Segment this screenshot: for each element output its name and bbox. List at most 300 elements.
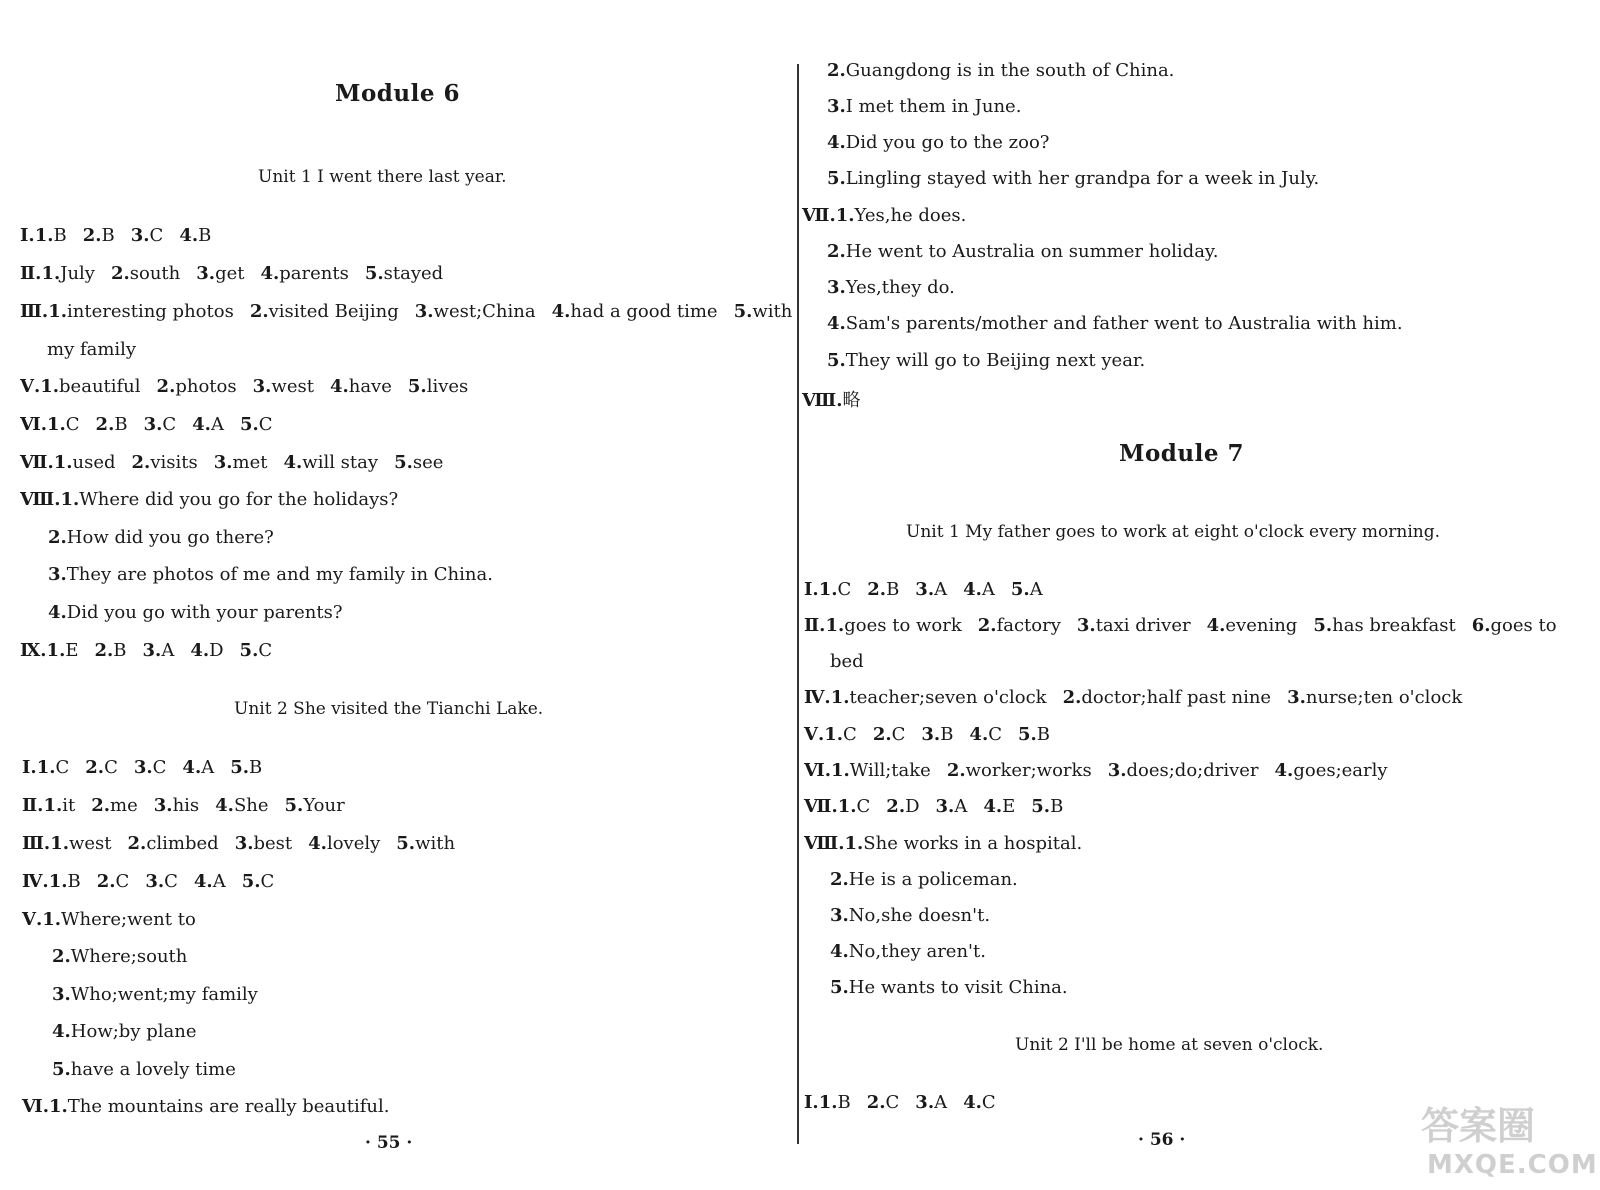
answer-line-8-4 — [48, 602, 359, 623]
item-number: 5. — [1010, 579, 1030, 600]
answer-text: C — [164, 871, 178, 892]
item-number: 4. — [193, 871, 213, 892]
answer-text: C — [891, 724, 906, 745]
item-number: 5. — [284, 795, 304, 816]
answer-item — [40, 376, 140, 397]
answer-item — [253, 376, 314, 397]
item-number: 5. — [394, 452, 413, 473]
answer-item — [827, 96, 1021, 117]
answer-item — [830, 977, 1068, 998]
answer-line-m7-1 — [804, 579, 1059, 600]
answer-item — [830, 869, 1018, 890]
answer-item — [49, 1096, 389, 1117]
unit-2-title-m7: Unit 2 I'll be home at seven o'clock. — [1015, 1035, 1324, 1055]
item-number: 3. — [414, 301, 434, 322]
answer-line-u2-5-5 — [52, 1059, 252, 1080]
answer-item — [838, 796, 871, 817]
item-number: 4. — [52, 1021, 71, 1042]
answer-text: Where did you go for the holidays? — [79, 489, 399, 510]
answer-item — [983, 796, 1015, 817]
answer-text: me — [110, 795, 138, 816]
item-number: 5. — [733, 301, 753, 322]
answer-text: He went to Australia on summer holiday. — [845, 241, 1219, 262]
answer-line-9 — [20, 640, 288, 661]
answer-item — [60, 489, 398, 510]
item-number: 3. — [1287, 687, 1306, 708]
item-number: 2. — [867, 579, 887, 600]
answer-item — [47, 640, 79, 661]
item-number: 2. — [249, 301, 269, 322]
roman-numeral: Ⅴ. — [20, 376, 41, 397]
answer-line-top-7 — [802, 205, 982, 226]
roman-numeral: Ⅶ. — [20, 452, 54, 473]
watermark-logo — [1421, 1095, 1598, 1180]
item-number: 2. — [96, 871, 116, 892]
answer-item — [308, 833, 380, 854]
item-number: 5. — [241, 871, 261, 892]
answer-line-m7-8 — [804, 833, 1098, 854]
answer-item — [396, 833, 455, 854]
item-number: 3. — [213, 452, 233, 473]
item-number: 2. — [52, 946, 71, 967]
item-number: 5. — [239, 640, 259, 661]
answer-item — [365, 263, 443, 284]
answer-item — [1313, 615, 1455, 636]
answer-text: had a good time — [570, 301, 718, 322]
item-number: 2. — [830, 869, 849, 890]
item-number: 4. — [179, 225, 199, 246]
module-6-title: Module 6 — [335, 80, 460, 107]
answer-item — [52, 1059, 236, 1080]
answer-text: west — [68, 833, 112, 854]
item-number: 5. — [1018, 724, 1037, 745]
item-number: 4. — [827, 313, 846, 334]
answer-text: has breakfast — [1332, 615, 1456, 636]
answer-line-u2-4 — [22, 871, 290, 892]
answer-text: nurse;ten o'clock — [1305, 687, 1463, 708]
answer-item — [283, 452, 378, 473]
page-number-55: · 55 · — [365, 1133, 413, 1153]
answer-item — [179, 225, 211, 246]
answer-text: worker;works — [965, 760, 1092, 781]
answer-item — [827, 60, 1174, 81]
answer-item — [963, 579, 995, 600]
item-number: 1. — [818, 1092, 838, 1113]
item-number: 5. — [1313, 615, 1333, 636]
answer-line-8 — [20, 489, 414, 510]
answer-text: west;China — [433, 301, 536, 322]
answer-text: with — [752, 301, 793, 322]
answer-text: C — [65, 414, 80, 435]
item-number: 1. — [818, 579, 838, 600]
answer-line-top-5 — [827, 168, 1335, 189]
item-number: 3. — [827, 96, 846, 117]
answer-text: C — [162, 414, 177, 435]
answer-text: C — [258, 640, 273, 661]
answer-item — [819, 1092, 851, 1113]
roman-numeral: Ⅰ. — [804, 579, 819, 600]
item-number: 1. — [34, 225, 54, 246]
answer-text: B — [198, 225, 212, 246]
answer-item — [35, 225, 67, 246]
answer-text: it — [62, 795, 76, 816]
roman-numeral: Ⅵ. — [22, 1096, 49, 1117]
answer-line-m7-6 — [804, 760, 1404, 781]
roman-numeral: Ⅳ. — [804, 687, 831, 708]
item-number: 1. — [844, 833, 864, 854]
answer-text: west — [271, 376, 314, 397]
answer-item — [827, 350, 1145, 371]
answer-text: Where;south — [70, 946, 188, 967]
answer-item — [963, 1092, 996, 1113]
answer-text: A — [934, 1092, 948, 1113]
answer-item — [1108, 760, 1259, 781]
answer-line-m7-8-2 — [830, 869, 1034, 890]
roman-numeral: Ⅷ. — [20, 489, 61, 510]
answer-text: A — [201, 757, 215, 778]
answer-item — [48, 564, 493, 585]
answer-text: Did you go with your parents? — [66, 602, 343, 623]
item-number: 5. — [230, 757, 250, 778]
answer-text: She — [233, 795, 269, 816]
answer-item — [1275, 760, 1388, 781]
answer-item — [52, 946, 187, 967]
item-number: 3. — [48, 564, 67, 585]
answer-item — [831, 687, 1047, 708]
roman-numeral: Ⅰ. — [20, 225, 35, 246]
answer-item — [1063, 687, 1271, 708]
answer-text: beautiful — [59, 376, 141, 397]
answer-line-3 — [20, 301, 808, 322]
answer-line-u2-6 — [22, 1096, 405, 1117]
roman-numeral: Ⅱ. — [804, 615, 826, 636]
item-number: 2. — [48, 527, 67, 548]
item-number: 3. — [935, 796, 955, 817]
answer-item — [85, 757, 118, 778]
item-number: 1. — [46, 640, 66, 661]
answer-line-m7-u2-1 — [804, 1092, 1012, 1113]
item-number: 1. — [50, 833, 69, 854]
answer-item — [873, 724, 906, 745]
answer-text: Sam's parents/mother and father went to Australia with him. — [845, 313, 1403, 334]
item-number: 2. — [95, 414, 115, 435]
answer-item — [415, 301, 536, 322]
answer-item — [48, 301, 234, 322]
answer-text: Your — [303, 795, 345, 816]
item-number: 5. — [830, 977, 849, 998]
answer-item — [921, 724, 953, 745]
answer-item — [867, 1092, 900, 1113]
item-number: 2. — [977, 615, 997, 636]
answer-item — [194, 871, 226, 892]
answer-item — [134, 757, 167, 778]
item-number: 4. — [260, 263, 280, 284]
item-number: 4. — [215, 795, 234, 816]
unit-1-title-m7: Unit 1 My father goes to work at eight o'clock every morning. — [906, 522, 1440, 542]
answer-item — [242, 871, 275, 892]
answer-text: B — [53, 225, 67, 246]
answer-text: C — [104, 757, 118, 778]
item-number: 2. — [131, 452, 151, 473]
answer-text: Yes,he does. — [854, 205, 967, 226]
answer-item — [37, 757, 70, 778]
unit-1-title: Unit 1 I went there last year. — [258, 167, 507, 187]
answer-line-m7-7 — [804, 796, 1079, 817]
answer-line-top-8 — [802, 386, 860, 412]
item-number: 4. — [963, 579, 982, 600]
item-number: 4. — [190, 640, 210, 661]
answer-text: B — [67, 871, 81, 892]
item-number: 4. — [963, 1092, 982, 1113]
answer-text: B — [101, 225, 115, 246]
item-number: 1. — [837, 796, 857, 817]
answer-text: lovely — [326, 833, 381, 854]
answer-line-top-7-2 — [827, 241, 1234, 262]
answer-line-u2-5-3 — [52, 984, 274, 1005]
item-number: 2. — [827, 241, 846, 262]
item-number: 3. — [234, 833, 254, 854]
item-number: 2. — [827, 60, 846, 81]
item-number: 3. — [915, 579, 935, 600]
answer-item — [43, 795, 75, 816]
answer-text: How did you go there? — [66, 527, 274, 548]
answer-item — [54, 452, 116, 473]
answer-item — [830, 941, 986, 962]
answer-item — [978, 615, 1061, 636]
answer-line-top-7-5 — [827, 350, 1161, 371]
answer-item — [936, 796, 968, 817]
answer-item — [827, 277, 955, 298]
page-number-56: · 56 · — [1138, 1130, 1186, 1150]
answer-text: Lingling stayed with her grandpa for a week in July. — [845, 168, 1320, 189]
answer-text: goes to — [1490, 615, 1557, 636]
answer-text: They are photos of me and my family in China. — [66, 564, 493, 585]
item-number: 3. — [1076, 615, 1096, 636]
answer-item — [1472, 615, 1557, 636]
answer-text: taxi driver — [1095, 615, 1191, 636]
answer-item — [408, 376, 468, 397]
item-number: 3. — [196, 263, 216, 284]
answer-item — [157, 376, 237, 397]
answer-text: photos — [175, 376, 237, 397]
answer-item — [827, 313, 1403, 334]
answer-item — [824, 724, 857, 745]
item-number: 1. — [40, 376, 60, 397]
right-page — [800, 0, 1600, 1190]
item-number: 2. — [886, 796, 906, 817]
item-number: 5. — [407, 376, 427, 397]
answer-text: C — [981, 1092, 996, 1113]
item-number: 4. — [983, 796, 1003, 817]
roman-numeral: Ⅰ. — [804, 1092, 819, 1113]
answer-item — [182, 757, 214, 778]
roman-numeral: Ⅲ. — [22, 833, 51, 854]
answer-item — [1011, 579, 1043, 600]
item-number: 1. — [48, 871, 68, 892]
answer-text: They will go to Beijing next year. — [845, 350, 1146, 371]
answer-item — [915, 579, 947, 600]
roman-numeral: Ⅸ. — [20, 640, 47, 661]
roman-numeral: Ⅵ. — [20, 414, 47, 435]
item-number: 2. — [85, 757, 105, 778]
answer-text: stayed — [383, 263, 444, 284]
roman-numeral: Ⅷ. — [802, 390, 843, 411]
answer-text: evening — [1225, 615, 1298, 636]
answer-text: with — [415, 833, 456, 854]
item-number: 3. — [143, 414, 163, 435]
item-number: 1. — [835, 205, 855, 226]
answer-text: will stay — [302, 452, 379, 473]
item-number: 3. — [142, 640, 162, 661]
item-number: 3. — [52, 984, 71, 1005]
answer-line-2 — [20, 263, 459, 284]
answer-text: B — [114, 414, 128, 435]
item-number: 3. — [252, 376, 272, 397]
answer-item — [915, 1092, 947, 1113]
answer-item — [250, 301, 399, 322]
item-number: 3. — [133, 757, 153, 778]
item-number: 1. — [53, 452, 73, 473]
answer-text: his — [172, 795, 200, 816]
answer-text: Yes,they do. — [845, 277, 955, 298]
answer-text: C — [260, 871, 275, 892]
answer-text: have — [348, 376, 392, 397]
item-number: 4. — [182, 757, 202, 778]
answer-item — [836, 205, 967, 226]
answer-item — [1018, 724, 1050, 745]
answer-text: C — [856, 796, 871, 817]
answer-item — [196, 263, 244, 284]
item-number: 4. — [48, 602, 67, 623]
answer-item — [94, 640, 126, 661]
answer-text: E — [1002, 796, 1016, 817]
answer-text: A — [981, 579, 995, 600]
answer-text: C — [843, 724, 857, 745]
answer-item — [260, 263, 348, 284]
unit-2-title: Unit 2 She visited the Tianchi Lake. — [234, 699, 544, 719]
answer-item — [235, 833, 292, 854]
item-number: 4. — [283, 452, 303, 473]
answer-item — [215, 795, 268, 816]
item-number: 2. — [91, 795, 111, 816]
item-number: 2. — [94, 640, 114, 661]
answer-item — [827, 168, 1319, 189]
answer-text: used — [72, 452, 116, 473]
item-number: 4. — [192, 414, 211, 435]
answer-text: B — [113, 640, 127, 661]
answer-item — [42, 909, 196, 930]
answer-item — [154, 795, 199, 816]
roman-numeral: Ⅲ. — [20, 301, 49, 322]
answer-text: have a lovely time — [70, 1059, 236, 1080]
answer-text: E — [65, 640, 79, 661]
answer-item — [97, 871, 130, 892]
roman-numeral: Ⅷ. — [804, 833, 845, 854]
answer-item — [886, 796, 919, 817]
answer-text: A — [161, 640, 175, 661]
answer-text: B — [1050, 796, 1064, 817]
answer-text: July — [60, 263, 95, 284]
roman-numeral: Ⅴ. — [22, 909, 43, 930]
roman-numeral: Ⅴ. — [804, 724, 825, 745]
answer-line-m7-4 — [804, 687, 1478, 708]
answer-text: Guangdong is in the south of China. — [845, 60, 1175, 81]
answer-item — [144, 414, 177, 435]
item-number: 3. — [1107, 760, 1127, 781]
item-number: 5. — [827, 168, 846, 189]
item-number: 1. — [48, 301, 67, 322]
item-number: 3. — [827, 277, 846, 298]
item-number: 3. — [153, 795, 173, 816]
answer-text: C — [152, 757, 167, 778]
item-number: 4. — [969, 724, 989, 745]
answer-item — [947, 760, 1092, 781]
answer-item — [240, 640, 273, 661]
answer-text: get — [215, 263, 245, 284]
answer-item — [734, 301, 793, 322]
module-7-title: Module 7 — [1119, 440, 1244, 467]
item-number: 4. — [830, 941, 849, 962]
answer-line-u2-5-4 — [52, 1021, 212, 1042]
item-number: 5. — [827, 350, 846, 371]
answer-text: goes to work — [844, 615, 962, 636]
answer-line-7 — [20, 452, 459, 473]
answer-text: B — [837, 1092, 851, 1113]
answer-text: lives — [426, 376, 469, 397]
item-number: 1. — [825, 615, 845, 636]
answer-item — [52, 984, 258, 1005]
answer-text: A — [212, 871, 226, 892]
answer-item — [1077, 615, 1191, 636]
answer-item — [50, 833, 111, 854]
roman-numeral: Ⅰ. — [22, 757, 37, 778]
answer-text: teacher;seven o'clock — [849, 687, 1047, 708]
answer-item — [145, 871, 178, 892]
answer-line-m7-8-5 — [830, 977, 1084, 998]
answer-item — [48, 602, 343, 623]
answer-line-top-7-4 — [827, 313, 1419, 334]
roman-numeral: Ⅱ. — [20, 263, 42, 284]
answer-item — [827, 241, 1218, 262]
answer-line-8-2 — [48, 527, 290, 548]
item-number: 3. — [130, 225, 150, 246]
answer-line-6 — [20, 414, 289, 435]
item-number: 4. — [551, 301, 571, 322]
answer-line-5 — [20, 376, 484, 397]
answer-text: B — [886, 579, 900, 600]
answer-item — [131, 225, 164, 246]
answer-item — [132, 452, 198, 473]
item-number: 2. — [127, 833, 147, 854]
item-number: 4. — [827, 132, 846, 153]
item-number: 2. — [946, 760, 966, 781]
answer-item — [83, 225, 115, 246]
answer-text: factory — [996, 615, 1061, 636]
answer-item — [330, 376, 392, 397]
answer-text: D — [209, 640, 224, 661]
answer-item — [1031, 796, 1063, 817]
item-number: 3. — [921, 724, 941, 745]
answer-text: He is a policeman. — [848, 869, 1018, 890]
answer-line-top-7-3 — [827, 277, 971, 298]
answer-line-m7-8-4 — [830, 941, 1002, 962]
left-page — [0, 0, 793, 1190]
item-number: 1. — [830, 760, 850, 781]
answer-item — [52, 1021, 196, 1042]
answer-text: C — [55, 757, 70, 778]
answer-text: Where;went to — [61, 909, 196, 930]
answer-text: see — [412, 452, 444, 473]
